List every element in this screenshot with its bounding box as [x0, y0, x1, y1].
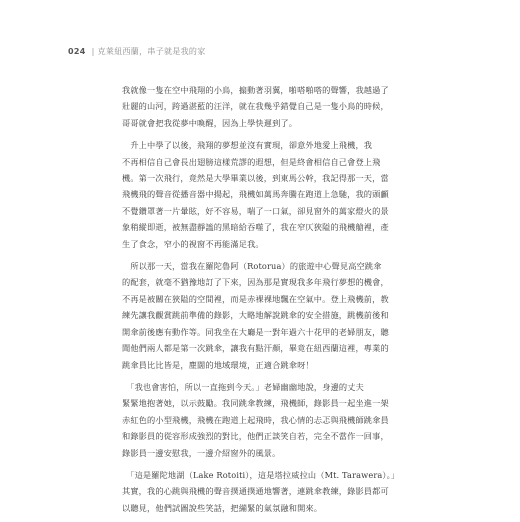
text-line: 飛機飛的聲音從播音器中揚起，飛機如萬馬奔騰在跑道上急馳，我的頭顱 [122, 189, 389, 200]
text-line: 不再是被關在狹隘的空間裡，而是赤裸裸地飄在空氣中。登上飛機前，教 [122, 293, 389, 304]
text-line: 跳傘員比比皆是，塵闊的地域環境，正適合跳傘呀！ [122, 359, 314, 370]
text-line: 「這是羅陀地湖（Lake Rotoiti），這是塔拉威拉山（Mt. Tarawera）。」 [122, 469, 400, 480]
paragraph [122, 379, 406, 461]
text-line: 以聽見，他們試圖說些笑話，把繃緊的氣氛融和開來。 [122, 502, 323, 513]
paragraph [122, 258, 406, 373]
text-line: 開傘前後應有動作等。同我坐在大廳是一對年過六十花甲的老婦朋友，聽 [122, 326, 389, 337]
text-line: 哥哥就會把我從夢中喚醒，因為上學快遲到了。 [122, 117, 298, 128]
text-line: 生了食念，窄小的視窗不再能滿足我。 [122, 238, 264, 249]
paragraph [122, 467, 406, 516]
text-line: 的配套，就毫不猶豫地訂了下來，因為那是實現我多年飛行夢想的機會， [122, 277, 389, 288]
text-line: 練先讓我觀賞跳前準備的錄影，大略地解說跳傘的安全措施，跳機前後和 [122, 310, 389, 321]
text-line: 不覺鑽罩著一片暈眩，好不容易，喘了一口氣，卻見窗外的萬家燈火的景 [122, 205, 389, 216]
text-line: 緊緊地抱著她，以示鼓勵。我同跳傘教練，飛機師，錄影員一起坐進一架 [122, 398, 389, 409]
header-separator: | [91, 46, 95, 56]
text-line: 其實，我的心跳與飛機的聲音撲通撲通地響著，連跳傘教練，錄影員都可 [122, 486, 389, 497]
text-line: 所以那一天，當我在羅陀魯阿（Rotorua）的旅遊中心聲見高空跳傘 [122, 261, 382, 272]
text-line: 機。第一次飛行，竟然是大學畢業以後，到東馬公幹，我記得那一天，當 [122, 173, 389, 184]
book-title: 克萊紐西蘭，串子就是我的家 [97, 46, 206, 56]
paragraph [122, 82, 406, 131]
text-line: 我就像一隻在空中飛翔的小鳥，搧動著羽翼，啪嗒啪嗒的聲響，我越過了 [122, 85, 389, 95]
text-line: 象稍縱即逝，被無盡靜謐的黑暗給吞噬了，我在窄仄狹隘的飛機艙裡，產 [122, 222, 389, 233]
page-number: 024 [68, 46, 86, 56]
text-line: 不再相信自己會長出翅膀這樣荒謬的遐想，但是終會相信自己會登上飛 [122, 156, 381, 167]
text-line: 壯麗的山河，跨過湛藍的汪洋，就在我幾乎錯覺自己是一隻小鳥的時候， [122, 101, 389, 112]
paragraph [122, 137, 406, 252]
text-line: 赤紅色的小型飛機，飛機在跑道上起飛時，我心情的忐忑與飛機師跳傘員 [122, 414, 389, 425]
body-text [122, 82, 406, 522]
text-line: 錄影員一邊安慰我，一邊介紹窗外的風景。 [122, 447, 281, 458]
text-line: 聞他們兩人都是第一次跳傘，讓我有點汗顏，畢竟在紐西蘭這裡，專業的 [122, 343, 389, 354]
text-line: 和錄影員的從容形成強烈的對比，他們正談笑自若，完全不當作一回事， [122, 431, 389, 442]
running-header [68, 44, 206, 58]
text-line: 升上中學了以後，飛翔的夢想並沒有實現，卻意外地愛上飛機，我 [122, 140, 373, 151]
text-line: 「我也會害怕，所以一直拖到今天。」老婦幽幽地說，身邊的丈夫 [122, 381, 364, 392]
